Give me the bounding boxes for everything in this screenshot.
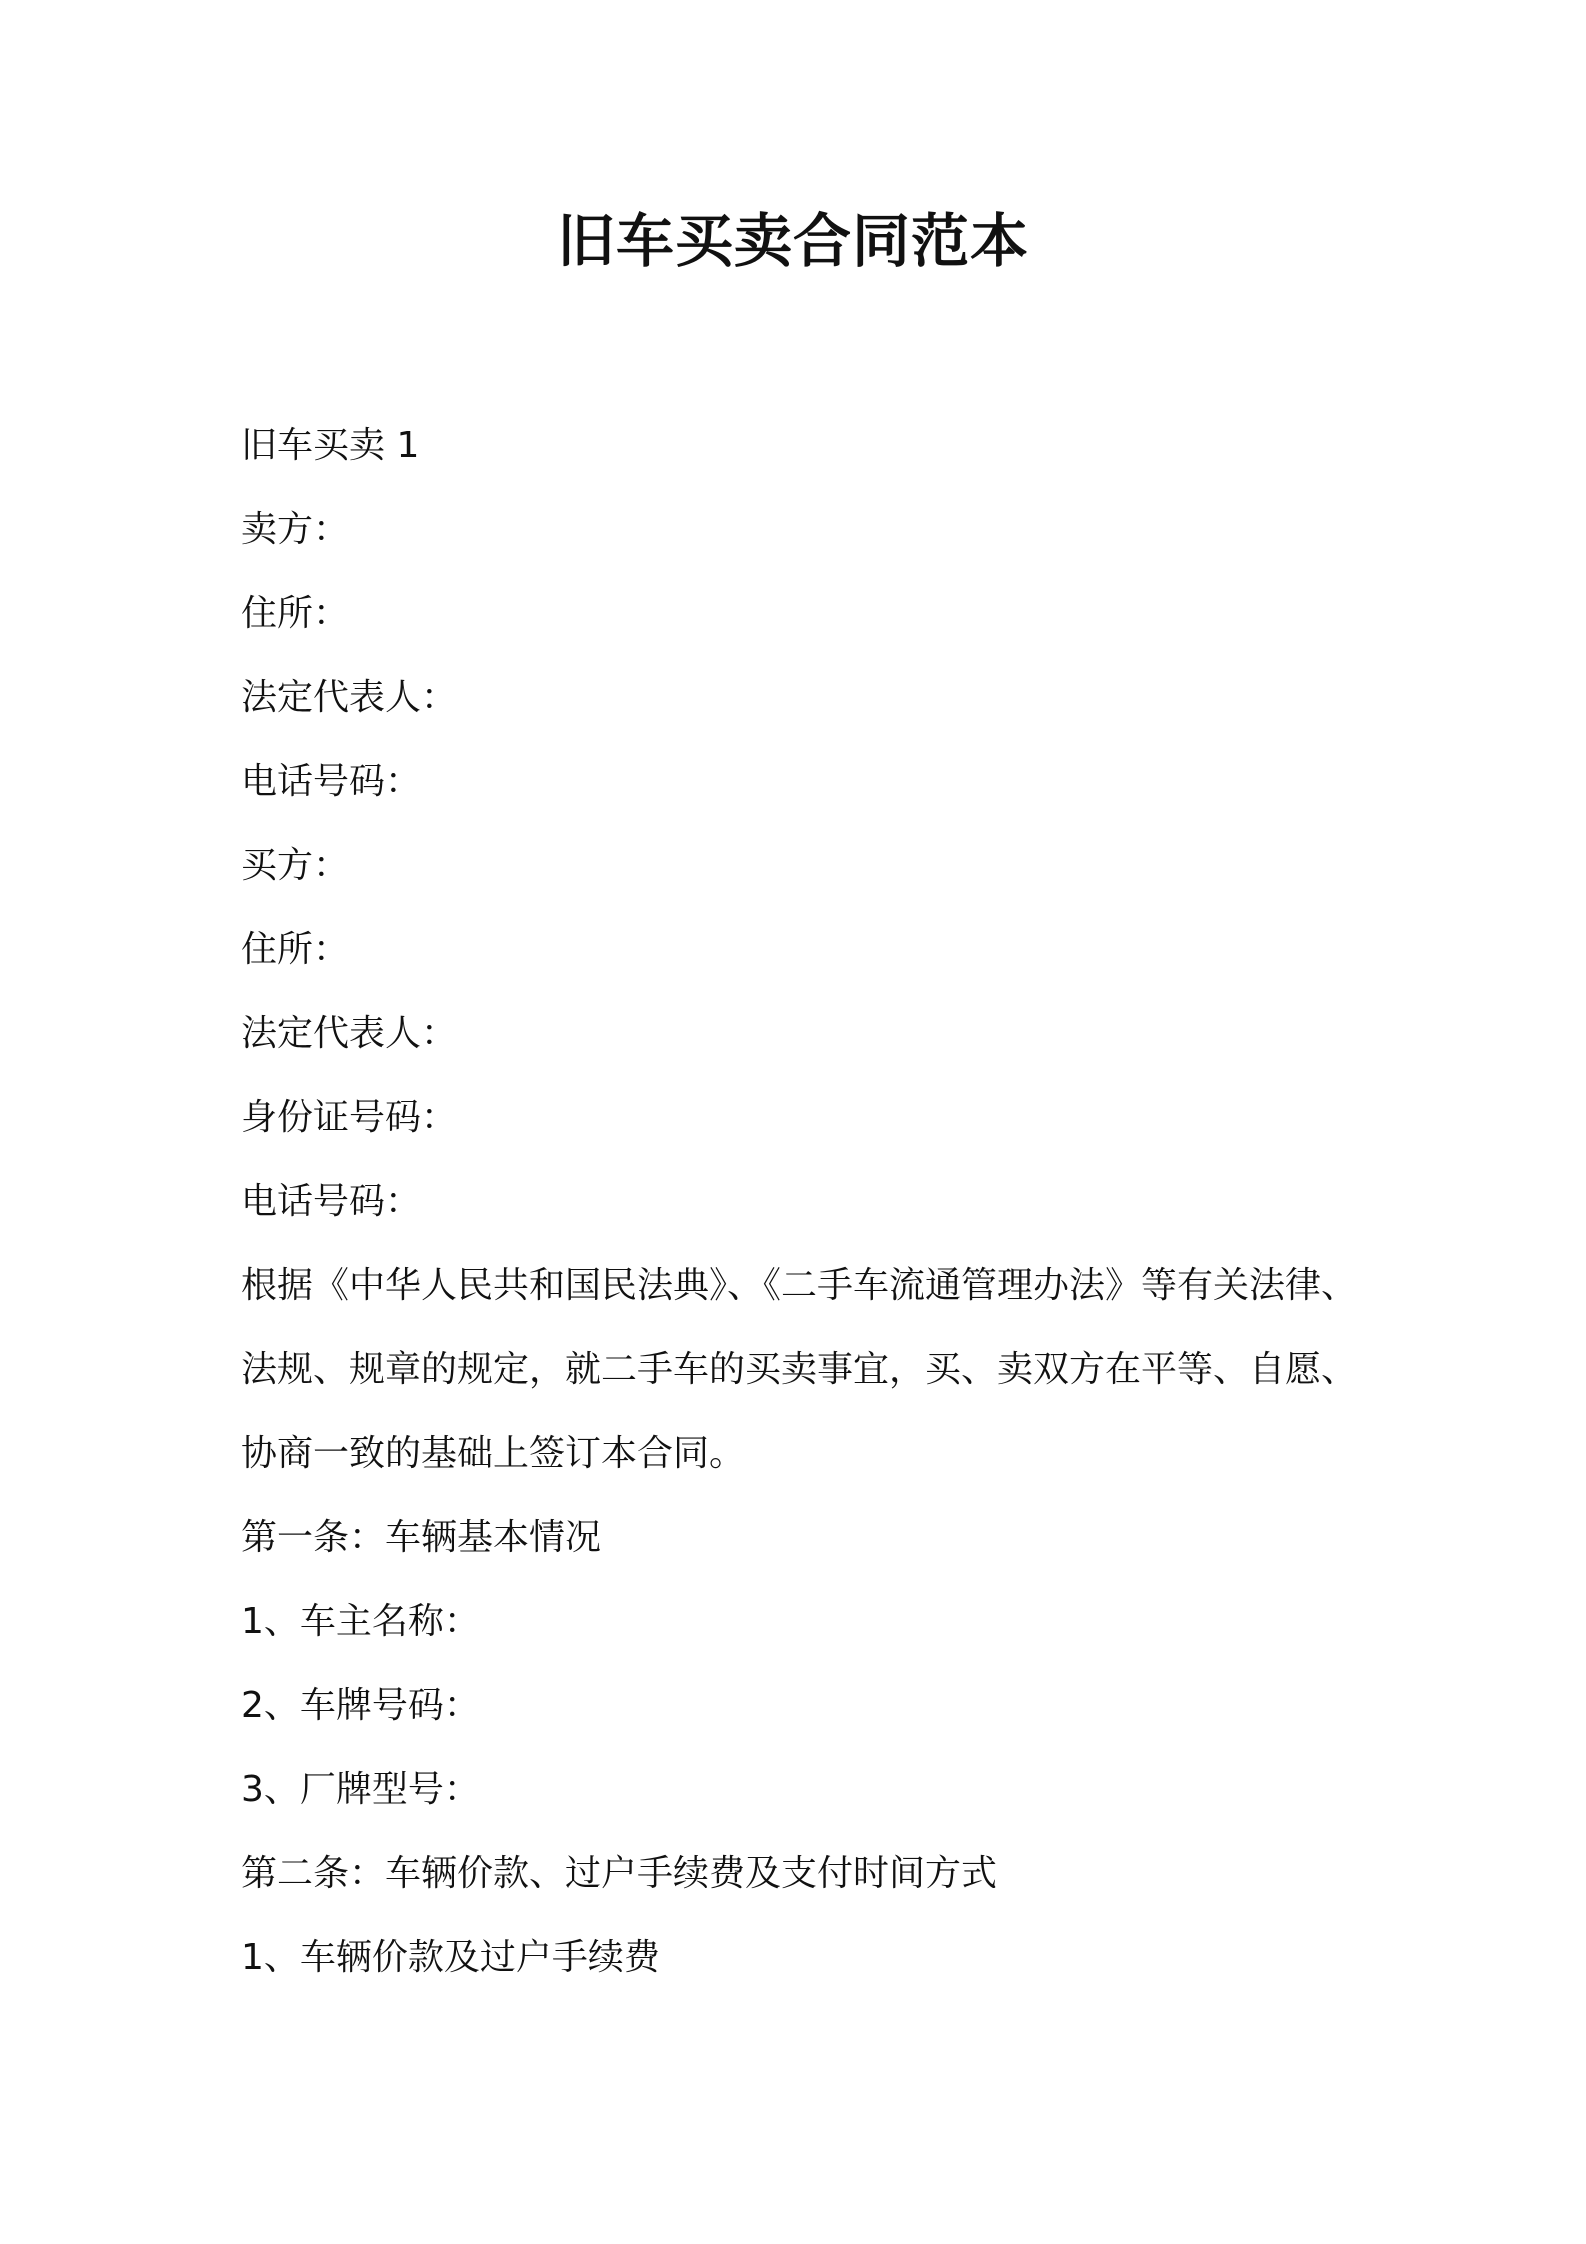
- seller-legal-representative-label: 法定代表人：: [241, 677, 458, 718]
- seller-label: 卖方：: [241, 509, 350, 550]
- buyer-phone-label: 电话号码：: [241, 1181, 422, 1222]
- section-heading: 旧车买卖 1: [241, 425, 420, 466]
- owner-name-label: 1、车主名称：: [241, 1601, 480, 1642]
- preamble-line-3: 协商一致的基础上签订本合同。: [241, 1433, 746, 1474]
- preamble-line-2: 法规、规章的规定，就二手车的买卖事宜，买、卖双方在平等、自愿、: [241, 1349, 1358, 1390]
- article-one-heading: 第一条：车辆基本情况: [241, 1517, 602, 1558]
- preamble-line-1: 根据《中华人民共和国民法典》、《二手车流通管理办法》等有关法律、: [241, 1265, 1358, 1306]
- buyer-address-label: 住所：: [241, 929, 350, 970]
- buyer-id-number-label: 身份证号码：: [241, 1097, 458, 1138]
- article-two-heading: 第二条：车辆价款、过户手续费及支付时间方式: [241, 1853, 998, 1894]
- seller-address-label: 住所：: [241, 593, 350, 634]
- brand-model-label: 3、厂牌型号：: [241, 1769, 480, 1810]
- buyer-label: 买方：: [241, 845, 350, 886]
- document-body: [241, 404, 1361, 2000]
- price-and-fees-item: 1、车辆价款及过户手续费: [241, 1937, 660, 1978]
- plate-number-label: 2、车牌号码：: [241, 1685, 480, 1726]
- document-title: 旧车买卖合同范本: [556, 207, 1029, 275]
- seller-phone-label: 电话号码：: [241, 761, 422, 802]
- buyer-legal-representative-label: 法定代表人：: [241, 1013, 458, 1054]
